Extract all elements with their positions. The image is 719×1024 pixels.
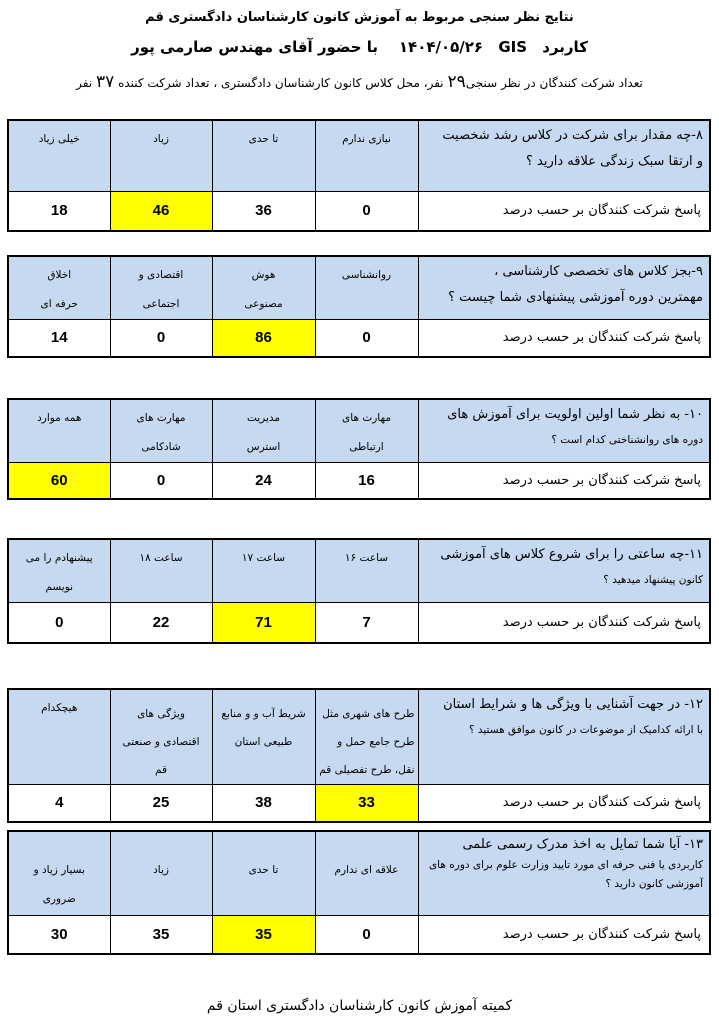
- answer-value: 36: [212, 191, 315, 231]
- option-header: زیاد: [110, 120, 212, 191]
- option-header: علاقه ای ندارم: [315, 831, 418, 915]
- question-subtext: دوره های روانشناختی کدام است ؟: [551, 434, 703, 446]
- question-text: ۱۰- به نظر شما اولین اولویت برای آموزش های: [447, 407, 703, 422]
- question-text: ۱۲- در جهت آشنایی با ویژگی ها و شرایط استان: [443, 697, 703, 712]
- answer-value: 0: [315, 191, 418, 231]
- option-header: هوش مصنوعی: [212, 256, 315, 320]
- info-part3: نفر: [76, 76, 93, 90]
- subtitle-suffix: با حضور آقای مهندس صارمی پور: [131, 38, 378, 56]
- answer-label: پاسخ شرکت کنندگان بر حسب درصد: [418, 463, 710, 499]
- survey-table-q10: [7, 398, 711, 500]
- option-header: شریط آب و و منابع طبیعی استان: [212, 689, 315, 785]
- info-part1: تعداد شرکت کنندگان در نظر سنجی: [465, 76, 643, 90]
- option-header: نیازی ندارم: [315, 120, 418, 191]
- question-subtext: کاربردی یا فنی حرفه ای مورد تایید وزارت علوم برای دوره های آموزشی کانون دارید ؟: [428, 859, 703, 890]
- question-subtext: با ارائه کدامیک از موضوعات در کانون موافق هستید ؟: [468, 724, 703, 736]
- answer-value: 22: [110, 603, 212, 643]
- question-subtext: مهمترین دوره آموزشی پیشنهادی شما چیست ؟: [448, 290, 703, 305]
- participants-info: [0, 72, 719, 92]
- info-num2: ۳۷: [95, 72, 115, 92]
- answer-value: 0: [315, 320, 418, 357]
- answer-value: 30: [8, 915, 110, 954]
- subtitle-date: ۱۴۰۴/۰۵/۲۶: [398, 38, 484, 56]
- option-header: ساعت ۱۶: [315, 539, 418, 603]
- option-header: ساعت ۱۷: [212, 539, 315, 603]
- answer-label: پاسخ شرکت کنندگان بر حسب درصد: [418, 320, 710, 357]
- survey-table-q11: [7, 538, 711, 644]
- option-header: اقتصادی و اجتماعی: [110, 256, 212, 320]
- option-header: ویژگی های اقتصادی و صنعتی قم: [110, 689, 212, 785]
- answer-value: 18: [8, 191, 110, 231]
- option-header: همه موارد: [8, 399, 110, 463]
- answer-value: 14: [8, 320, 110, 357]
- option-header: مدیریت استرس: [212, 399, 315, 463]
- answer-value: 24: [212, 463, 315, 499]
- question-cell: [418, 689, 710, 785]
- answer-value: 0: [315, 915, 418, 954]
- option-header: مهارت های شادکامی: [110, 399, 212, 463]
- answer-value-highlighted: 35: [212, 915, 315, 954]
- option-header: هیچکدام: [8, 689, 110, 785]
- answer-value: 38: [212, 785, 315, 822]
- page-title: نتایج نظر سنجی مربوط به آموزش کانون کارشناسان دادگستری قم: [145, 10, 574, 25]
- answer-label: پاسخ شرکت کنندگان بر حسب درصد: [418, 603, 710, 643]
- question-cell: [418, 539, 710, 603]
- subtitle-gis: GIS: [498, 38, 528, 56]
- subtitle-prefix: کاربرد: [542, 38, 588, 56]
- option-header: پیشنهادم را می نویسم: [8, 539, 110, 603]
- info-part2: نفر، محل کلاس کانون کارشناسان دادگستری ، تعداد شرکت کننده: [118, 76, 444, 90]
- answer-value: 7: [315, 603, 418, 643]
- option-header: زیاد: [110, 831, 212, 915]
- option-header: روانشناسی: [315, 256, 418, 320]
- answer-label: پاسخ شرکت کنندگان بر حسب درصد: [418, 915, 710, 954]
- answer-value-highlighted: 33: [315, 785, 418, 822]
- answer-value: 16: [315, 463, 418, 499]
- question-subtext: کانون پیشنهاد میدهید ؟: [603, 574, 703, 586]
- answer-value: 25: [110, 785, 212, 822]
- question-subtext: و ارتقا سبک زندگی علاقه دارید ؟: [525, 154, 703, 169]
- info-num1: ۲۹: [447, 72, 466, 92]
- question-cell: [418, 831, 710, 915]
- answer-value-highlighted: 86: [212, 320, 315, 357]
- question-cell: [418, 120, 710, 191]
- option-header: خیلی زیاد: [8, 120, 110, 191]
- question-cell: [418, 256, 710, 320]
- answer-value-highlighted: 46: [110, 191, 212, 231]
- survey-table-q13: [7, 830, 711, 955]
- question-text: ۹-بجز کلاس های تخصصی کارشناسی ،: [494, 264, 703, 279]
- survey-table-q9: [7, 255, 711, 358]
- answer-value: 4: [8, 785, 110, 822]
- survey-table-q12: [7, 688, 711, 823]
- answer-value: 0: [8, 603, 110, 643]
- survey-table-q8: [7, 119, 711, 232]
- option-header: تا حدی: [212, 120, 315, 191]
- answer-value: 35: [110, 915, 212, 954]
- option-header: مهارت های ارتباطی: [315, 399, 418, 463]
- question-text: ۱۱-چه ساعتی را برای شروع کلاس های آموزشی: [440, 547, 703, 562]
- page-subtitle: [0, 38, 719, 56]
- option-header: بسیار زیاد و ضروری: [8, 831, 110, 915]
- answer-value: 0: [110, 320, 212, 357]
- option-header: تا حدی: [212, 831, 315, 915]
- answer-value: 0: [110, 463, 212, 499]
- question-text: ۸-چه مقدار برای شرکت در کلاس رشد شخصیت: [442, 128, 703, 143]
- option-header: ساعت ۱۸: [110, 539, 212, 603]
- option-header: طرح های شهری مثل طرح جامع حمل و نقل، طرح تفصیلی قم: [315, 689, 418, 785]
- answer-value-highlighted: 60: [8, 463, 110, 499]
- answer-label: پاسخ شرکت کنندگان بر حسب درصد: [418, 785, 710, 822]
- answer-value-highlighted: 71: [212, 603, 315, 643]
- question-text: ۱۳- آیا شما تمایل به اخذ مدرک رسمی علمی: [462, 837, 703, 852]
- question-cell: [418, 399, 710, 463]
- answer-label: پاسخ شرکت کنندگان بر حسب درصد: [418, 191, 710, 231]
- option-header: اخلاق حرفه ای: [8, 256, 110, 320]
- footer-text: کمیته آموزش کانون کارشناسان دادگستری استان قم: [206, 998, 513, 1014]
